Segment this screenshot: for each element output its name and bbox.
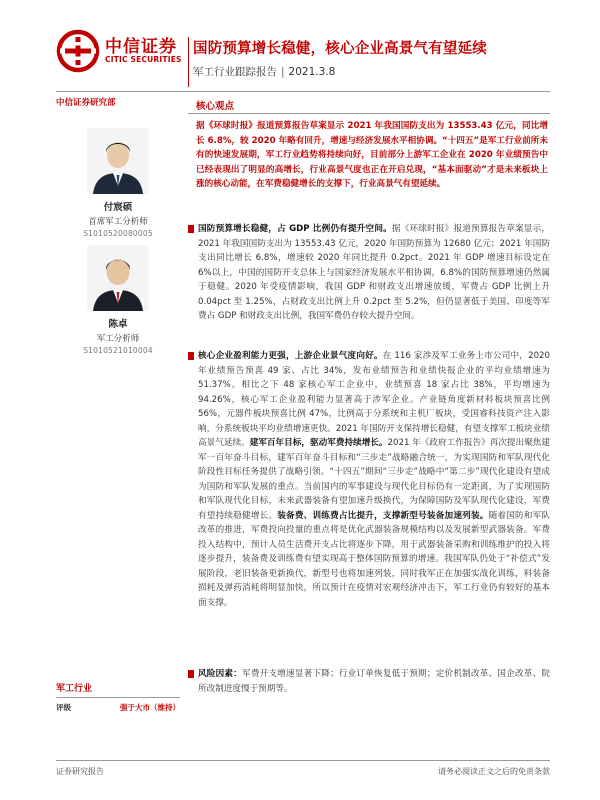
risk-lead: 风险因素： xyxy=(198,669,243,679)
report-header xyxy=(0,0,600,92)
analyst-title: 首席军工分析师 xyxy=(88,217,148,227)
square-bullet-icon xyxy=(188,352,194,360)
report-type: 军工行业跟踪报告 xyxy=(193,66,277,78)
body-paragraph xyxy=(188,349,550,610)
core-views-rule xyxy=(188,113,550,114)
paragraph-text: 随着国防和军队改革的推进，军费投向投量的重点将是优化武器装备规模结构以及发展新型武器装备。军费投入结构中，预计人员生活费开支占比将逐步下降，用于武器装备采购和训练维护的投入将逐步提升，装备费及训练费有望实现高于整体国防预算的增速。我国军队仍处于“补偿式”发展阶段，老旧装备更新换代，新型号也将加速列装，同时我军正在加强实战化训练，料装备损耗及弹药消耗将明显加快，所以预计在疫情对宏观经济冲击下，军工行业仍有较好的基本面支撑。 xyxy=(198,510,550,608)
paragraph-lead: 装备费、训练费占比提升，支撑新型号装备加速列装。 xyxy=(277,510,489,521)
body-paragraph xyxy=(188,222,550,324)
paragraph-text: 2021 年《政府工作报告》再次提出聚焦建军一百年奋斗目标，建军百年奋斗目标和“三步走”战略融合统一，为实现国防和军队现代化阶段性目标任务提供了战略引领。“十四五”期间“三步走”战略中“第二步”现代化建设有望成为国防和军队发展的重点。当前国内的军事建设与现代化目标仍有一定距离，为了实现国防和军队现代化目标，未来武器装备有望加速升级换代，为保障国防及军队现代化建设，军费有望持续稳健增长。 xyxy=(198,438,550,521)
analyst-license-id: S1010521010004 xyxy=(83,346,153,355)
header-rule xyxy=(56,91,550,92)
industry-rating-box xyxy=(56,681,180,713)
paragraph-text: 据《环球时报》报道预算报告草案显示，2021 年我国国防支出为 13553.43 亿元，2020 年国防预算为 12680 亿元；2021 年国防支出同比增长 6.8%，增速较 2020 年同比提升 0.2pct。2021 年 GDP 增速目标设定在 6%以上，中国的国防开支总体上与国家经济发展水平相协调，6.8%的国防预算增速仍然属于稳健。2020 年受疫情影响，我国 GDP 和财政支出增速放缓，军费占 GDP 比例上升 0.04pct 至 1.25%，占财政支出比例上升 0.2pct 至 5.2%，但仍显著低于美国、印度等军费占 GDP 和财政支出比例，我国军费仍存较大提升空间。 xyxy=(198,224,550,321)
footer-report-type: 证券研究报告 xyxy=(56,767,104,776)
risk-text: 军费开支增速显著下降；行业订单恢复低于预期；定价机制改革、国企改革、院所改制进度慢于预期等。 xyxy=(198,669,550,694)
paragraph-text: 在 116 家涉及军工业务上市公司中，2020 年业绩预告预喜 49 家、占比 34%，发布业绩预告和业绩快报企业的平均业绩增速为 51.37%。相比之下 48 家核心军工企业中，业绩预喜 18 家占比 38%，平均增速为 94.26%，核心军工企业盈利能力显著高于涉军企业。产业链角度新材料板块预喜比例 56%，元器件板块预喜比例 47%，比例高于分系统和主机厂板块，受国睿科技资产注入影响，分系统板块平均业绩增速更快。2021 年国防开支保持增长稳健，有望支撑军工板块业绩高景气延续。 xyxy=(198,351,550,448)
paragraph-lead: 国防预算增长稳健，占 GDP 比例仍有提升空间。 xyxy=(198,224,392,234)
analyst-card xyxy=(56,245,180,355)
analyst-avatar-icon xyxy=(87,245,149,311)
citic-logo-icon xyxy=(56,29,100,73)
square-bullet-icon xyxy=(188,225,194,233)
brand-name-cn: 中信证券 xyxy=(105,37,177,57)
brand-name-en: CITIC SECURITIES xyxy=(105,55,182,64)
citic-logo xyxy=(56,28,184,72)
analyst-title: 军工分析师 xyxy=(96,334,140,344)
paragraph-lead: 核心企业盈利能力更强，上游企业景气度向好。 xyxy=(198,351,383,361)
report-subtitle xyxy=(193,64,335,79)
industry-label: 军工行业 xyxy=(56,681,180,698)
rating-value: 强于大市（维持） xyxy=(120,703,180,712)
square-bullet-icon xyxy=(188,670,194,678)
risk-paragraph xyxy=(188,667,550,696)
sidebar xyxy=(56,96,180,108)
header-divider xyxy=(188,37,189,87)
analyst-name: 付宸硕 xyxy=(103,202,133,213)
subtitle-separator: | xyxy=(281,66,285,78)
report-date: 2021.3.8 xyxy=(288,66,336,78)
analyst-photo xyxy=(87,245,149,311)
core-views-heading: 核心观点 xyxy=(196,101,235,112)
analyst-card xyxy=(56,128,180,238)
analyst-license-id: S1010520080005 xyxy=(83,229,153,238)
analyst-avatar-icon xyxy=(87,128,149,194)
summary-paragraph: 据《环球时报》报道预算报告草案显示 2021 年我国国防支出为 13553.43 亿元，同比增长 6.8%，较 2020 年略有回升，增速与经济发展水平相协调。“十四五”是军工行业前所未有的快速发展期，军工行业趋势将持续向好，目前部分上游军工企业在 2020 年业绩预告中已经表现出了明显的高增长，行业高景气度也正在开启兑现，“基本面驱动”才是未来板块上涨的核心动能，在军费稳健增长的支撑下，行业高景气有望延续。 xyxy=(196,121,548,189)
paragraph-lead: 建军百年目标，驱动军费持续增长。 xyxy=(249,438,388,448)
footer-rule xyxy=(56,760,550,761)
analyst-name: 陈卓 xyxy=(108,319,128,330)
report-title: 国防预算增长稳健，核心企业高景气有望延续 xyxy=(193,41,487,57)
rating-row xyxy=(56,702,180,713)
rating-key: 评级 xyxy=(56,703,71,712)
analyst-photo xyxy=(87,128,149,194)
footer-disclaimer-note: 请务必阅读正文之后的免责条款 xyxy=(438,767,550,776)
research-dept-label: 中信证券研究部 xyxy=(56,98,116,108)
